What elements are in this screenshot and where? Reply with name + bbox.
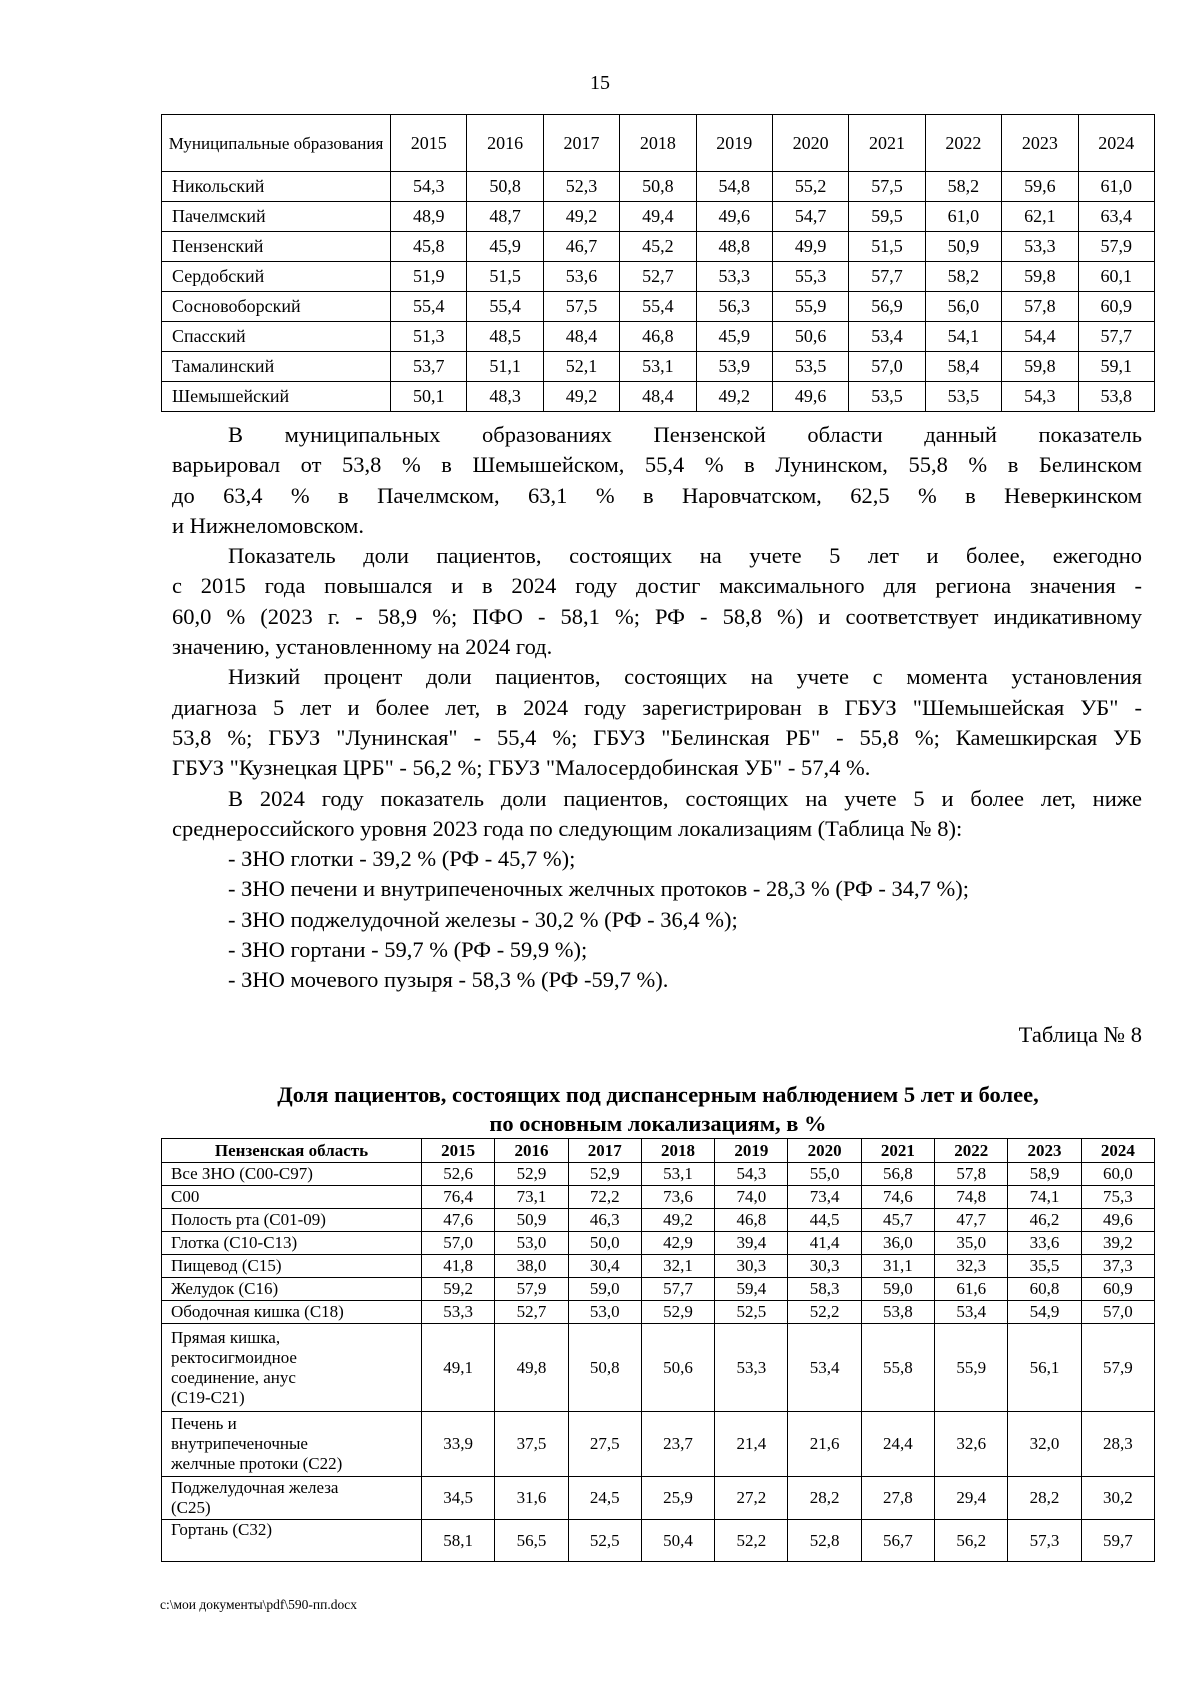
row-label: Глотка (С10-С13) [162,1232,422,1255]
column-header-year: 2020 [788,1139,861,1163]
table-cell: 32,6 [935,1412,1008,1477]
table-cell: 49,2 [641,1209,714,1232]
table-cell: 54,1 [925,322,1001,352]
row-label: Сосновоборский [162,292,391,322]
table-cell: 55,9 [772,292,848,322]
table-cell: 56,0 [925,292,1001,322]
table-cell: 59,8 [1002,352,1078,382]
table-cell: 23,7 [641,1412,714,1477]
table-cell: 54,7 [772,202,848,232]
table-cell: 47,6 [422,1209,495,1232]
table-cell: 74,8 [935,1186,1008,1209]
table-header-row [162,1139,1155,1163]
table-cell: 55,9 [935,1324,1008,1412]
table-cell: 75,3 [1081,1186,1154,1209]
table-cell: 33,6 [1008,1232,1081,1255]
table-cell: 73,6 [641,1186,714,1209]
row-label-line: желчные протоки (С22) [171,1454,343,1473]
column-header-year: 2020 [772,115,848,172]
table-cell: 48,3 [467,382,543,412]
table-cell: 76,4 [422,1186,495,1209]
table-cell: 49,2 [696,382,772,412]
table-cell: 41,4 [788,1232,861,1255]
table-cell: 41,8 [422,1255,495,1278]
table-cell: 56,7 [861,1520,934,1562]
table-row [162,1278,1155,1301]
table-cell: 58,9 [1008,1163,1081,1186]
table-cell: 53,4 [849,322,925,352]
row-label: С00 [162,1186,422,1209]
paragraph-line: и Нижнеломовском. [172,512,365,538]
table-cell: 55,8 [861,1324,934,1412]
table-cell: 52,6 [422,1163,495,1186]
table-cell: 51,9 [391,262,467,292]
table-cell: 52,2 [788,1301,861,1324]
table-cell: 58,2 [925,172,1001,202]
paragraph-line: 53,8 %; ГБУЗ "Лунинская" - 55,4 %; ГБУЗ "Белинская РБ" - 55,8 %; Камешкирская УБ [172,724,1142,750]
table-cell: 53,4 [788,1324,861,1412]
table-cell: 55,4 [467,292,543,322]
column-header-year: 2015 [422,1139,495,1163]
table-cell: 52,9 [641,1301,714,1324]
table-cell: 48,4 [543,322,619,352]
column-header-year: 2016 [495,1139,568,1163]
table-cell: 48,7 [467,202,543,232]
table-cell: 45,7 [861,1209,934,1232]
table-row [162,1186,1155,1209]
row-label: Никольский [162,172,391,202]
table-cell: 52,2 [715,1520,788,1562]
row-label-line: Прямая кишка, [171,1327,281,1347]
table-cell: 45,9 [467,232,543,262]
table-cell: 56,9 [849,292,925,322]
table-cell: 50,9 [495,1209,568,1232]
localization-table [161,1138,1155,1562]
paragraph-line: варьировал от 53,8 % в Шемышейском, 55,4 % в Лунинском, 55,8 % в Белинском [172,452,1142,478]
row-label: Желудок (С16) [162,1278,422,1301]
table-row [162,172,1155,202]
table-cell: 54,9 [1008,1301,1081,1324]
table-cell: 47,7 [935,1209,1008,1232]
table-cell: 30,2 [1081,1477,1154,1520]
table-row [162,232,1155,262]
table-cell: 59,8 [1002,262,1078,292]
table-cell: 56,8 [861,1163,934,1186]
table-cell: 50,9 [925,232,1001,262]
table-row [162,202,1155,232]
text-block [172,420,1142,996]
table-cell: 61,0 [1078,172,1154,202]
table-cell: 52,5 [568,1520,641,1562]
table-cell: 37,5 [495,1412,568,1477]
row-label: Гортань (С32) [162,1520,422,1562]
table-cell: 57,9 [495,1278,568,1301]
column-header-year: 2022 [925,115,1001,172]
table-cell: 59,5 [849,202,925,232]
column-header-year: 2018 [641,1139,714,1163]
table-row [162,322,1155,352]
table-cell: 46,7 [543,232,619,262]
table-cell: 49,4 [620,202,696,232]
column-header-year: 2015 [391,115,467,172]
table-cell: 24,5 [568,1477,641,1520]
row-label-line: (С19-С21) [171,1387,245,1407]
table-cell: 28,3 [1081,1412,1154,1477]
table-cell: 46,8 [715,1209,788,1232]
table-cell: 51,1 [467,352,543,382]
row-label: Сердобский [162,262,391,292]
table-cell: 52,9 [495,1163,568,1186]
column-header-year: 2021 [861,1139,934,1163]
column-header-region: Пензенская область [162,1139,422,1163]
table-cell: 49,2 [543,382,619,412]
column-header-year: 2016 [467,115,543,172]
paragraph-line: диагноза 5 лет и более лет, в 2024 году зарегистрирован в ГБУЗ "Шемышейская УБ" - [172,694,1142,720]
table-cell: 54,3 [1002,382,1078,412]
table-cell: 48,9 [391,202,467,232]
table-cell: 59,6 [1002,172,1078,202]
table-cell: 53,6 [543,262,619,292]
paragraph-line: до 63,4 % в Пачелмском, 63,1 % в Наровчатском, 62,5 % в Неверкинском [172,482,1142,508]
row-label: Пищевод (С15) [162,1255,422,1278]
table-cell: 46,8 [620,322,696,352]
table-cell: 52,3 [543,172,619,202]
table-row [162,292,1155,322]
table-cell: 53,1 [620,352,696,382]
table-cell: 49,9 [772,232,848,262]
table-cell: 57,7 [849,262,925,292]
table-cell: 55,3 [772,262,848,292]
table-cell: 57,3 [1008,1520,1081,1562]
table-row [162,1412,1155,1477]
table-cell: 28,2 [788,1477,861,1520]
column-header-year: 2019 [696,115,772,172]
table-cell: 53,5 [849,382,925,412]
table-cell: 59,0 [568,1278,641,1301]
table-cell: 52,8 [788,1520,861,1562]
row-label [162,1412,422,1477]
paragraph-line: значению, установленному на 2024 год. [172,634,553,660]
table-cell: 53,7 [391,352,467,382]
table-cell: 35,0 [935,1232,1008,1255]
table-cell: 53,0 [495,1232,568,1255]
table-cell: 32,1 [641,1255,714,1278]
table-cell: 57,8 [935,1163,1008,1186]
list-item: - ЗНО мочевого пузыря - 58,3 % (РФ -59,7 %). [228,967,669,993]
table-row [162,1255,1155,1278]
table-cell: 55,2 [772,172,848,202]
table-cell: 34,5 [422,1477,495,1520]
table-cell: 49,6 [696,202,772,232]
table-title-line: Доля пациентов, состоящих под диспансерным наблюдением 5 лет и более, [277,1082,1039,1107]
table-cell: 54,4 [1002,322,1078,352]
table-cell: 60,9 [1078,292,1154,322]
table-cell: 48,5 [467,322,543,352]
table-cell: 45,9 [696,322,772,352]
table-cell: 74,0 [715,1186,788,1209]
table-cell: 30,3 [788,1255,861,1278]
table-row [162,1520,1155,1562]
table-cell: 51,5 [849,232,925,262]
table-cell: 73,1 [495,1186,568,1209]
table-cell: 50,6 [641,1324,714,1412]
row-label: Полость рта (С01-09) [162,1209,422,1232]
table-cell: 21,6 [788,1412,861,1477]
table-cell: 57,5 [849,172,925,202]
table-cell: 45,2 [620,232,696,262]
table-cell: 53,0 [568,1301,641,1324]
table-cell: 57,8 [1002,292,1078,322]
list-item: - ЗНО глотки - 39,2 % (РФ - 45,7 %); [228,846,576,872]
table-cell: 54,8 [696,172,772,202]
table-cell: 56,1 [1008,1324,1081,1412]
table-cell: 53,3 [1002,232,1078,262]
table-row [162,262,1155,292]
table-cell: 52,9 [568,1163,641,1186]
table-row [162,1477,1155,1520]
table-cell: 74,1 [1008,1186,1081,1209]
table-label: Таблица № 8 [1018,1022,1142,1047]
table-cell: 31,1 [861,1255,934,1278]
table-row [162,1301,1155,1324]
table-title-line: по основным локализациям, в % [489,1111,827,1136]
table-cell: 58,2 [925,262,1001,292]
table-cell: 56,2 [935,1520,1008,1562]
table-cell: 57,0 [422,1232,495,1255]
column-header-year: 2019 [715,1139,788,1163]
table-cell: 57,9 [1081,1324,1154,1412]
column-header-year: 2023 [1008,1139,1081,1163]
table-cell: 53,5 [772,352,848,382]
table-row [162,1232,1155,1255]
table-cell: 60,8 [1008,1278,1081,1301]
table-cell: 52,5 [715,1301,788,1324]
table-cell: 53,3 [715,1324,788,1412]
row-label: Шемышейский [162,382,391,412]
table-cell: 30,4 [568,1255,641,1278]
table-cell: 50,4 [641,1520,714,1562]
table-cell: 61,6 [935,1278,1008,1301]
table-cell: 50,8 [568,1324,641,1412]
column-header-year: 2024 [1078,115,1154,172]
table-cell: 57,7 [641,1278,714,1301]
table-cell: 27,2 [715,1477,788,1520]
table-cell: 31,6 [495,1477,568,1520]
table-cell: 32,3 [935,1255,1008,1278]
table-cell: 74,6 [861,1186,934,1209]
row-label [162,1477,422,1520]
list-item: - ЗНО печени и внутрипеченочных желчных протоков - 28,3 % (РФ - 34,7 %); [228,876,970,902]
table-cell: 46,2 [1008,1209,1081,1232]
row-label: Все ЗНО (С00-С97) [162,1163,422,1186]
row-label: Спасский [162,322,391,352]
list-item: - ЗНО гортани - 59,7 % (РФ - 59,9 %); [228,937,588,963]
list-item: - ЗНО поджелудочной железы - 30,2 % (РФ - 36,4 %); [228,906,738,932]
table-cell: 50,6 [772,322,848,352]
table-row [162,352,1155,382]
row-label: Пензенский [162,232,391,262]
table-cell: 45,8 [391,232,467,262]
table-cell: 49,6 [1081,1209,1154,1232]
table-cell: 53,9 [696,352,772,382]
table-cell: 52,7 [495,1301,568,1324]
table-cell: 55,4 [391,292,467,322]
table-cell: 57,5 [543,292,619,322]
table-cell: 25,9 [641,1477,714,1520]
table-header-row [162,115,1155,172]
row-label: Пачелмский [162,202,391,232]
table-cell: 57,7 [1078,322,1154,352]
page-number: 15 [590,72,610,94]
column-header-year: 2018 [620,115,696,172]
table-cell: 52,7 [620,262,696,292]
table-title [161,1080,1155,1138]
table-cell: 35,5 [1008,1255,1081,1278]
table-cell: 53,1 [641,1163,714,1186]
column-header-municipal: Муниципальные образования [162,115,391,172]
table-cell: 44,5 [788,1209,861,1232]
table-cell: 27,8 [861,1477,934,1520]
table-row [162,382,1155,412]
row-label: Ободочная кишка (С18) [162,1301,422,1324]
table-cell: 24,4 [861,1412,934,1477]
table-cell: 48,8 [696,232,772,262]
table-cell: 60,1 [1078,262,1154,292]
table-cell: 56,5 [495,1520,568,1562]
table-cell: 50,1 [391,382,467,412]
paragraph-line: Показатель доли пациентов, состоящих на учете 5 лет и более, ежегодно [228,543,1142,569]
table-cell: 73,4 [788,1186,861,1209]
row-label-line: соединение, анус [171,1367,296,1387]
table-cell: 39,2 [1081,1232,1154,1255]
table-cell: 52,1 [543,352,619,382]
table-row [162,1209,1155,1232]
column-header-year: 2024 [1081,1139,1154,1163]
table-cell: 49,2 [543,202,619,232]
table-cell: 55,0 [788,1163,861,1186]
table-cell: 53,8 [1078,382,1154,412]
table-cell: 53,3 [422,1301,495,1324]
paragraph-line: В муниципальных образованиях Пензенской области данный показатель [228,422,1142,447]
table-cell: 28,2 [1008,1477,1081,1520]
table-cell: 56,3 [696,292,772,322]
paragraph-line: ГБУЗ "Кузнецкая ЦРБ" - 56,2 %; ГБУЗ "Малосердобинская УБ" - 57,4 %. [172,755,871,781]
table-cell: 59,7 [1081,1520,1154,1562]
table-cell: 59,0 [861,1278,934,1301]
row-label-line: (С25) [171,1498,211,1517]
table-cell: 33,9 [422,1412,495,1477]
table-cell: 57,9 [1078,232,1154,262]
paragraph-line: среднероссийского уровня 2023 года по следующим локализациям (Таблица № 8): [172,815,963,841]
column-header-year: 2021 [849,115,925,172]
table-cell: 29,4 [935,1477,1008,1520]
row-label-line: Поджелудочная железа [171,1478,339,1497]
table-cell: 48,4 [620,382,696,412]
municipal-table [161,114,1155,412]
column-header-year: 2017 [543,115,619,172]
table-cell: 53,8 [861,1301,934,1324]
table-cell: 38,0 [495,1255,568,1278]
table-cell: 27,5 [568,1412,641,1477]
table-cell: 46,3 [568,1209,641,1232]
row-label-line: ректосигмоидное [171,1347,297,1367]
table-cell: 50,8 [467,172,543,202]
table-cell: 37,3 [1081,1255,1154,1278]
table-cell: 50,8 [620,172,696,202]
table-cell: 54,3 [391,172,467,202]
table-row [162,1324,1155,1412]
table-cell: 49,8 [495,1324,568,1412]
paragraph-line: Низкий процент доли пациентов, состоящих на учете с момента установления [228,664,1142,690]
table-cell: 32,0 [1008,1412,1081,1477]
paragraph-line: с 2015 года повышался и в 2024 году достиг максимального для региона значения - [172,573,1142,599]
table-cell: 59,2 [422,1278,495,1301]
table-cell: 49,1 [422,1324,495,1412]
table-cell: 51,3 [391,322,467,352]
table-cell: 62,1 [1002,202,1078,232]
table-cell: 42,9 [641,1232,714,1255]
table-cell: 63,4 [1078,202,1154,232]
table-cell: 72,2 [568,1186,641,1209]
row-label-line: внутрипеченочные [171,1434,308,1453]
table-cell: 36,0 [861,1232,934,1255]
table-cell: 58,4 [925,352,1001,382]
file-path-footer: c:\мои документы\pdf\590-пп.docx [160,1597,357,1612]
table-cell: 59,4 [715,1278,788,1301]
table-cell: 53,3 [696,262,772,292]
table-row [162,1163,1155,1186]
table-cell: 59,1 [1078,352,1154,382]
table-cell: 54,3 [715,1163,788,1186]
paragraph-line: В 2024 году показатель доли пациентов, состоящих на учете 5 и более лет, ниже [228,785,1142,811]
table-cell: 60,0 [1081,1163,1154,1186]
column-header-year: 2023 [1002,115,1078,172]
table-cell: 49,6 [772,382,848,412]
table-cell: 60,9 [1081,1278,1154,1301]
table-cell: 57,0 [849,352,925,382]
paragraph-line: 60,0 % (2023 г. - 58,9 %; ПФО - 58,1 %; РФ - 58,8 %) и соответствует индикативному [172,603,1142,629]
table-cell: 57,0 [1081,1301,1154,1324]
column-header-year: 2017 [568,1139,641,1163]
table-cell: 50,0 [568,1232,641,1255]
table-cell: 53,5 [925,382,1001,412]
table-cell: 58,3 [788,1278,861,1301]
table-cell: 30,3 [715,1255,788,1278]
table-cell: 51,5 [467,262,543,292]
row-label-line: Печень и [171,1414,237,1433]
row-label: Тамалинский [162,352,391,382]
table-cell: 61,0 [925,202,1001,232]
table-cell: 21,4 [715,1412,788,1477]
table-cell: 55,4 [620,292,696,322]
table-cell: 58,1 [422,1520,495,1562]
table-cell: 39,4 [715,1232,788,1255]
column-header-year: 2022 [935,1139,1008,1163]
table-cell: 53,4 [935,1301,1008,1324]
row-label [162,1324,422,1412]
